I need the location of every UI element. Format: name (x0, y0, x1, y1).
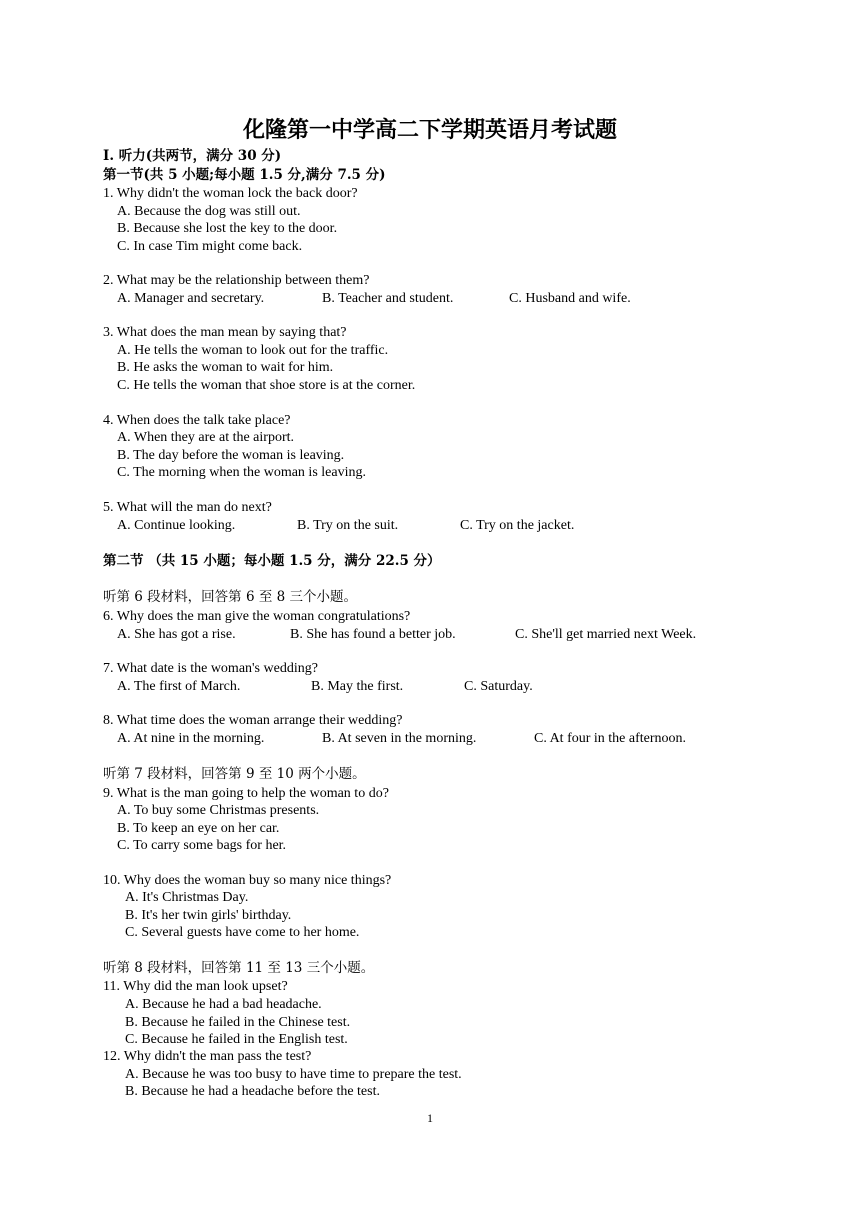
q9-option-b: B. To keep an eye on her car. (117, 821, 280, 836)
passage-6-instruction: 听第 6 段材料，回答第 6 至 8 三个小题。 (103, 589, 358, 605)
question-5: 5. What will the man do next? (103, 500, 272, 515)
page-title: 化隆第一中学高二下学期英语月考试题 (242, 118, 617, 143)
q1-option-a: A. Because the dog was still out. (117, 204, 301, 219)
q7-option-b: B. May the first. (311, 679, 404, 694)
q6-option-a: A. She has got a rise. (117, 627, 236, 642)
q6-option-c: C. She'll get married next Week. (515, 627, 697, 642)
question-7: 7. What date is the woman's wedding? (103, 661, 318, 676)
q5-option-c: C. Try on the jacket. (460, 518, 575, 533)
q10-option-c: C. Several guests have come to her home. (125, 925, 360, 940)
q4-option-b: B. The day before the woman is leaving. (117, 448, 345, 463)
q2-option-c: C. Husband and wife. (509, 291, 631, 306)
question-4: 4. When does the talk take place? (103, 413, 291, 428)
question-1: 1. Why didn't the woman lock the back door? (103, 186, 358, 201)
q2-option-a: A. Manager and secretary. (117, 291, 265, 306)
q11-option-c: C. Because he failed in the English test. (125, 1032, 348, 1047)
question-3: 3. What does the man mean by saying that? (103, 325, 347, 340)
question-8: 8. What time does the woman arrange their wedding? (103, 713, 403, 728)
q3-option-b: B. He asks the woman to wait for him. (117, 360, 334, 375)
q11-option-b: B. Because he failed in the Chinese test. (125, 1015, 351, 1030)
q3-option-c: C. He tells the woman that shoe store is at the corner. (117, 378, 416, 393)
question-10: 10. Why does the woman buy so many nice things? (103, 873, 392, 888)
part2-heading: 第二节 （共 15 小题；每小题 1.5 分，满分 22.5 分） (103, 553, 441, 569)
page-number: 1 (427, 1111, 433, 1125)
q10-option-b: B. It's her twin girls' birthday. (125, 908, 292, 923)
q7-option-a: A. The first of March. (117, 679, 241, 694)
q5-option-b: B. Try on the suit. (297, 518, 399, 533)
section-heading: I. 听力(共两节，满分 30 分) (103, 148, 282, 164)
passage-8-instruction: 听第 8 段材料，回答第 11 至 13 三个小题。 (103, 960, 375, 976)
q6-option-b: B. She has found a better job. (290, 627, 456, 642)
question-2: 2. What may be the relationship between them? (103, 273, 370, 288)
q5-option-a: A. Continue looking. (117, 518, 236, 533)
passage-7-instruction: 听第 7 段材料，回答第 9 至 10 两个小题。 (103, 766, 366, 782)
q9-option-c: C. To carry some bags for her. (117, 838, 287, 853)
question-9: 9. What is the man going to help the woman to do? (103, 786, 389, 801)
q3-option-a: A. He tells the woman to look out for the traffic. (117, 343, 389, 358)
part1-heading: 第一节(共 5 小题;每小题 1.5 分,满分 7.5 分) (103, 167, 386, 183)
q2-option-b: B. Teacher and student. (322, 291, 454, 306)
question-12: 12. Why didn't the man pass the test? (103, 1049, 312, 1064)
q11-option-a: A. Because he had a bad headache. (125, 997, 322, 1012)
q8-option-a: A. At nine in the morning. (117, 731, 265, 746)
q10-option-a: A. It's Christmas Day. (125, 890, 249, 905)
question-6: 6. Why does the man give the woman congratulations? (103, 609, 411, 624)
question-11: 11. Why did the man look upset? (103, 979, 288, 994)
q9-option-a: A. To buy some Christmas presents. (117, 803, 320, 818)
q8-option-b: B. At seven in the morning. (322, 731, 477, 746)
q12-option-a: A. Because he was too busy to have time to prepare the test. (125, 1067, 462, 1082)
q7-option-c: C. Saturday. (464, 679, 533, 694)
q1-option-b: B. Because she lost the key to the door. (117, 221, 338, 236)
q4-option-c: C. The morning when the woman is leaving. (117, 465, 366, 480)
q4-option-a: A. When they are at the airport. (117, 430, 295, 445)
q12-option-b: B. Because he had a headache before the test. (125, 1084, 380, 1099)
q8-option-c: C. At four in the afternoon. (534, 731, 687, 746)
q1-option-c: C. In case Tim might come back. (117, 239, 303, 254)
